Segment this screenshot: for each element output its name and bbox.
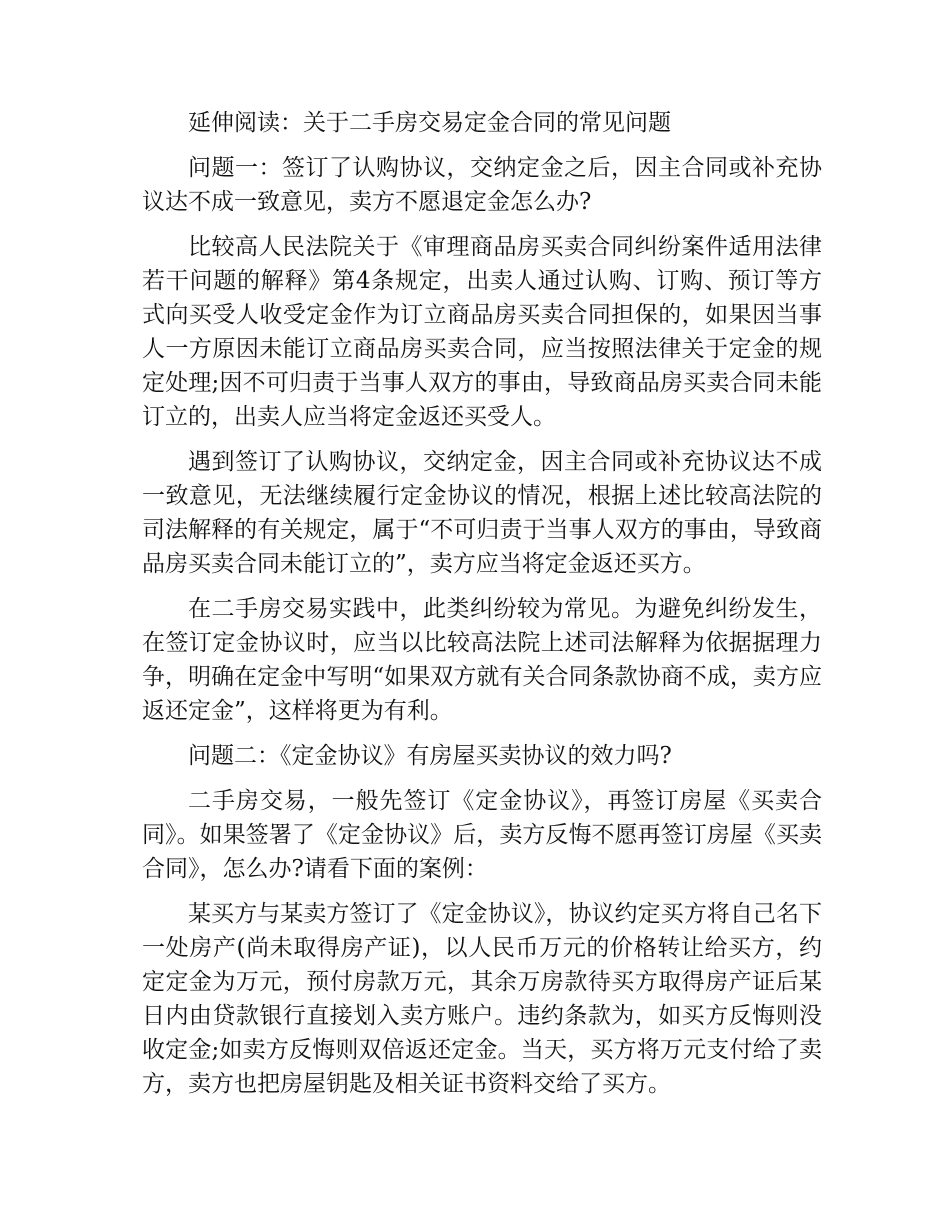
document-page xyxy=(142,106,822,1112)
practice-advice-paragraph: 在二手房交易实践中，此类纠纷较为常见。为避免纠纷发生，在签订定金协议时，应当以比较高法院上述司法解释为依据据理力争，明确在定金中写明“如果双方就有关合同条款协商不成，卖方应返还定金”，这样将更为有利。 xyxy=(142,596,822,724)
case-example-paragraph: 某买方与某卖方签订了《定金协议》，协议约定买方将自己名下一处房产(尚未取得房产证)，以人民币万元的价格转让给买方，约定定金为万元，预付房款万元，其余万房款待买方取得房产证后某日内由贷款银行直接划入卖方账户。违约条款为，如买方反悔则没收定金;如卖方反悔则双倍返还定金。当天，买方将万元支付给了卖方，卖方也把房屋钥匙及相关证书资料交给了买方。 xyxy=(142,901,822,1097)
document-heading: 延伸阅读：关于二手房交易定金合同的常见问题 xyxy=(188,110,671,136)
question-one-paragraph: 问题一：签订了认购协议，交纳定金之后，因主合同或补充协议达不成一致意见，卖方不愿退定金怎么办? xyxy=(142,155,822,215)
legal-basis-paragraph: 比较高人民法院关于《审理商品房买卖合同纠纷案件适用法律若干问题的解释》第4条规定，出卖人通过认购、订购、预订等方式向买受人收受定金作为订立商品房买卖合同担保的，如果因当事人一方原因未能订立商品房买卖合同，应当按照法律关于定金的规定处理;因不可归责于当事人双方的事由，导致商品房买卖合同未能订立的，出卖人应当将定金返还买受人。 xyxy=(142,234,822,430)
contract-process-paragraph: 二手房交易，一般先签订《定金协议》，再签订房屋《买卖合同》。如果签署了《定金协议》后，卖方反悔不愿再签订房屋《买卖合同》，怎么办?请看下面的案例： xyxy=(142,788,822,882)
question-two-paragraph: 问题二：《定金协议》有房屋买卖协议的效力吗? xyxy=(188,743,672,769)
answer-one-paragraph: 遇到签订了认购协议，交纳定金，因主合同或补充协议达不成一致意见，无法继续履行定金协议的情况，根据上述比较高法院的司法解释的有关规定，属于“不可归责于当事人双方的事由，导致商品房买卖合同未能订立的”，卖方应当将定金返还买方。 xyxy=(142,449,822,577)
